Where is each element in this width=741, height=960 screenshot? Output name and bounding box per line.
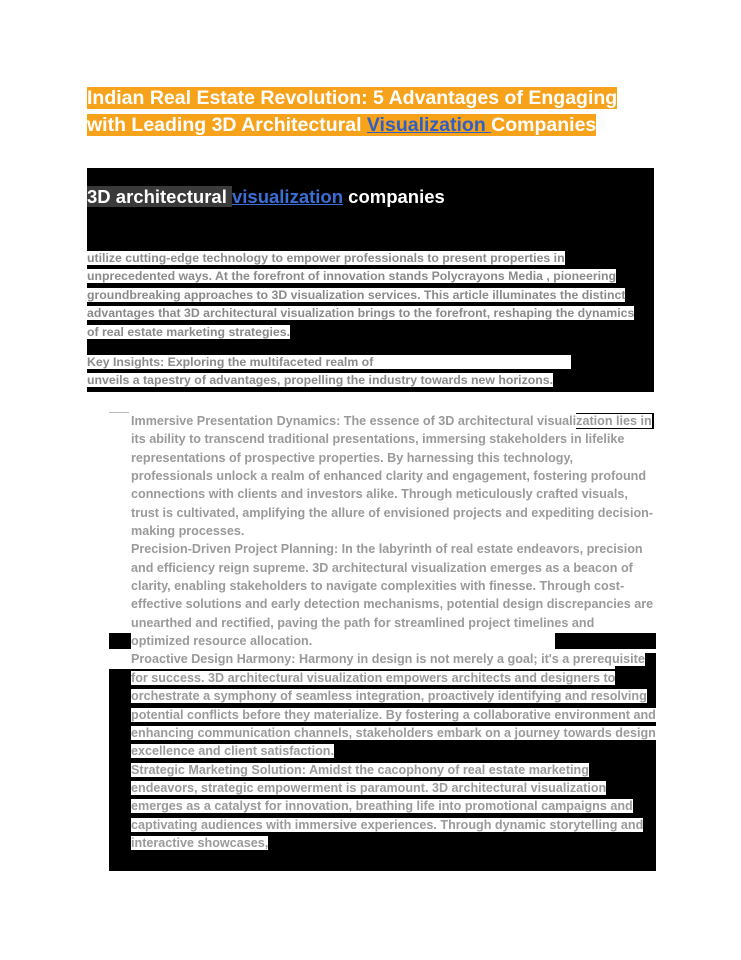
advantages-list: [131, 412, 656, 852]
intro-text: utilize cutting-edge technology to empower professionals to present properties in unprecedented ways. At the forefront of innovation stands Polycrayons Media , pioneering groundbreaking approaches to 3D visualization services. This article illuminates the distinct advantages that 3D architectural visualization brings to the forefront, reshaping the dynamics of real estate marketing strategies.: [87, 251, 635, 339]
visualization-link[interactable]: Visualization: [366, 114, 492, 136]
insight-line-2: unveils a tapestry of advantages, propelling the industry towards new horizons.: [87, 373, 554, 388]
key-insights: [87, 353, 622, 390]
page-title: [87, 85, 652, 139]
list-item-text: Immersive Presentation Dynamics: The essence of 3D architectural visualization lies in its ability to transcend traditional presentations, immersing stakeholders in lifelike representations of prospective properties. By harnessing this technology, professionals unlock a realm of enhanced clarity and engagement, fostering profound connections with clients and investors alike. Through meticulously crafted visuals, trust is cultivated, amplifying the allure of envisioned projects and expediting decision-making processes.: [131, 414, 654, 539]
list-item: [131, 540, 656, 650]
heading-visualization-link[interactable]: visualization: [231, 186, 344, 207]
section-heading: [87, 186, 445, 208]
intro-paragraph: [87, 249, 635, 341]
heading-text-end: companies: [343, 186, 445, 207]
title-text: Indian Real Estate Revolution: 5 Advantages of Engaging with Leading 3D Architectural: [87, 87, 618, 136]
redaction-bar: [109, 633, 131, 649]
list-item: [131, 650, 656, 760]
title-text-end: Companies: [491, 114, 597, 136]
list-item: [131, 412, 656, 540]
insight-line-1: Key Insights: Exploring the multifaceted realm of: [87, 355, 571, 369]
heading-text: 3D architectural: [87, 186, 232, 207]
divider: [109, 412, 129, 413]
list-item-text: Precision-Driven Project Planning: In the labyrinth of real estate endeavors, precision and efficiency reign supreme. 3D architectural visualization emerges as a beacon of clarity, enabling stakeholders to navigate complexities with finesse. Through cost-effective solutions and early detection mechanisms, potential design discrepancies are unearthed and rectified, paving the path for streamlined project timelines and optimized resource allocation.: [131, 542, 654, 649]
list-item-text: Strategic Marketing Solution: Amidst the cacophony of real estate marketing endeavors, strategic empowerment is paramount. 3D architectural visualization emerges as a catalyst for innovation, breathing life into promotional campaigns and captivating audiences with immersive experiences. Through dynamic storytelling and interactive showcases,: [131, 762, 644, 850]
list-item-text: Proactive Design Harmony: Harmony in design is not merely a goal; it's a prerequisite for success. 3D architectural visualization empowers architects and designers to orchestrate a symphony of seamless integration, proactively identifying and resolving potential conflicts before they materialize. By fostering a collaborative environment and enhancing communication channels, stakeholders embark on a journey towards design excellence and client satisfaction.: [131, 652, 656, 759]
list-item: [131, 761, 656, 853]
